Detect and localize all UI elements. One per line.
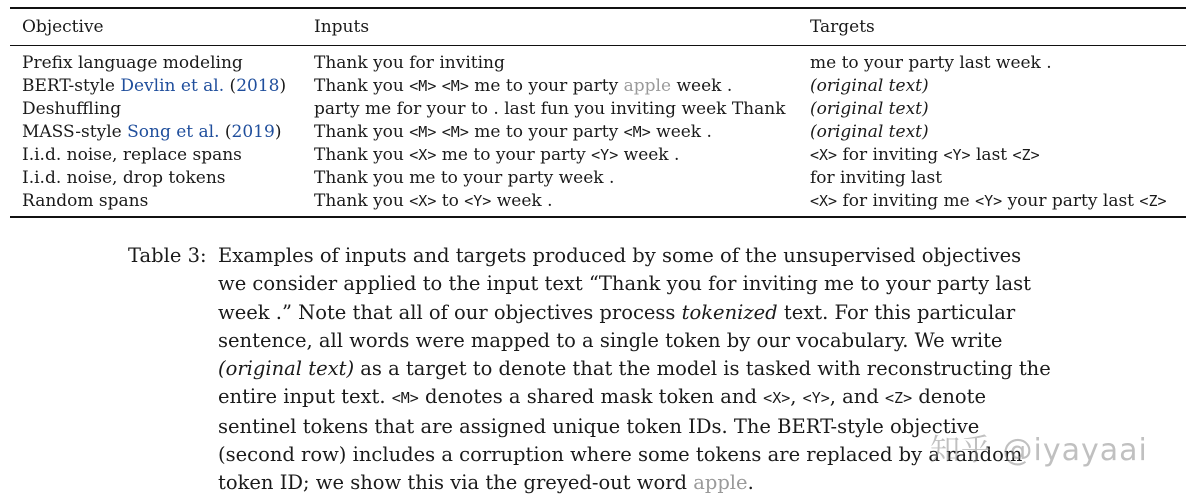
text-span: ( [219,122,232,143]
caption-label: Table 3: [128,244,207,267]
text-span: sentence, all words were mapped to a single token by our vocabulary. We write [218,328,1003,352]
text-span: week . [618,145,680,165]
table-body [10,46,1186,216]
text-span: Random spans [22,190,149,211]
token-code: <M> [391,389,419,408]
token-code: <M> [409,123,437,142]
text-span: week . [491,190,553,211]
objective-cell [10,76,302,96]
table-row [10,121,1186,144]
targets-cell [798,191,1186,211]
text-span: me to your party [436,145,592,165]
inputs-cell [302,99,798,119]
caption-line [218,270,1033,298]
italic-text: (original text) [810,122,929,143]
text-span: Deshuffling [22,99,122,120]
citation-link[interactable]: Devlin et al. [120,76,225,97]
table-row [10,166,1186,189]
token-code: <Z> [1012,146,1040,164]
header-objective: Objective [22,17,104,37]
token-code: <M> [623,123,651,142]
citation-link[interactable]: Song et al. [127,122,220,143]
token-code: <Y> [975,191,1003,210]
caption-line [218,469,1033,497]
inputs-cell [302,191,798,211]
caption-line [218,299,1033,327]
objective-cell [10,145,302,165]
watermark: 知乎 @iyayaai [930,433,1148,468]
text-span: Prefix language modeling [22,53,243,74]
token-code: <Y> [943,146,971,164]
text-span: Thank you [314,122,410,143]
targets-cell [798,168,1186,188]
token-code: <M> [441,77,469,96]
caption-line [218,355,1051,383]
text-span: to [436,190,465,211]
text-span: Thank you [314,145,410,165]
greyed-word: apple [693,471,748,495]
text-span: last [970,145,1013,165]
text-span: for inviting me [837,190,976,211]
inputs-cell [302,76,798,96]
token-code: <Y> [464,191,492,210]
caption-line [218,383,1033,412]
text-span: week . [671,76,733,97]
citation-link[interactable]: 2018 [236,76,280,97]
italic-text: (original text) [218,357,355,381]
objective-cell [10,53,302,73]
objective-cell [10,99,302,119]
text-span: BERT-style [22,76,121,97]
text-span: for inviting [837,145,944,165]
targets-cell [798,99,1186,119]
inputs-cell [302,122,798,142]
inputs-cell [302,53,798,73]
objective-cell [10,122,302,142]
table-row [10,98,1186,121]
text-span: , and [829,385,886,409]
text-span: as a target to denote that the model is tasked with reconstructing the [354,357,1051,381]
table-row [10,75,1186,98]
inputs-cell [302,145,798,165]
text-span: party me for your to . last fun you inviting week Thank [314,99,786,120]
text-span: entire input text. [218,385,392,409]
token-code: <M> [441,123,469,142]
text-span: me to your party last week . [810,53,1052,74]
caption-line [218,327,1033,355]
text-span: sentinel tokens that are assigned unique token IDs. The BERT-style objective [218,414,980,438]
targets-cell [798,145,1186,165]
caption-line [218,242,1033,270]
caption-line [218,413,1033,441]
inputs-cell [302,168,798,188]
token-code: <Z> [885,389,913,408]
table-header-row [10,9,1186,46]
text-span: . [747,471,754,495]
text-span: me to your party [468,122,624,143]
text-span: Thank you for inviting [314,53,505,74]
caption-line [218,441,1033,469]
text-span: text. For this particular [777,300,1016,324]
token-code: <Y> [802,389,830,408]
table-row [10,52,1186,75]
token-code: <X> [763,389,791,408]
text-span: denote [912,385,987,409]
text-span: week .” Note that all of our objectives process [218,300,682,324]
targets-cell [798,53,1186,73]
targets-cell [798,76,1186,96]
text-span: , [790,385,803,409]
text-span: MASS-style [22,122,128,143]
text-span: token ID; we show this via the greyed-out word [218,471,694,495]
italic-text: (original text) [810,76,929,97]
text-span: week . [650,122,712,143]
greyed-word: apple [623,76,672,97]
text-span: (second row) includes a corruption where some tokens are replaced by a random [218,443,1023,467]
token-code: <Y> [591,146,619,164]
token-code: <M> [409,77,437,96]
text-span: we consider applied to the input text “Thank you for inviting me to your party last [218,272,1032,296]
italic-text: (original text) [810,99,929,120]
text-span: ) [279,76,287,97]
text-span: Examples of inputs and targets produced by some of the unsupervised objectives [218,244,1022,267]
targets-cell [798,122,1186,142]
token-code: <X> [810,146,838,164]
text-span: Thank you [314,190,410,211]
citation-link[interactable]: 2019 [231,122,275,143]
text-span: I.i.d. noise, replace spans [22,145,242,165]
text-span: for inviting last [810,167,943,188]
header-inputs: Inputs [314,17,370,37]
table-row [10,144,1186,167]
objectives-table [10,7,1186,218]
table-row [10,189,1186,212]
text-span: I.i.d. noise, drop tokens [22,167,226,188]
token-code: <Z> [1139,191,1167,210]
token-code: <X> [409,146,437,164]
objective-cell [10,168,302,188]
text-span: ) [274,122,282,143]
text-span: denotes a shared mask token and [418,385,764,409]
text-span: me to your party [468,76,624,97]
text-span: ( [224,76,237,97]
text-span: Thank you me to your party week . [314,167,615,188]
text-span: your party last [1002,190,1140,211]
header-targets: Targets [810,17,875,37]
text-span: Thank you [314,76,410,97]
italic-text: tokenized [681,300,778,324]
token-code: <X> [810,191,838,210]
objective-cell [10,191,302,211]
token-code: <X> [409,191,437,210]
